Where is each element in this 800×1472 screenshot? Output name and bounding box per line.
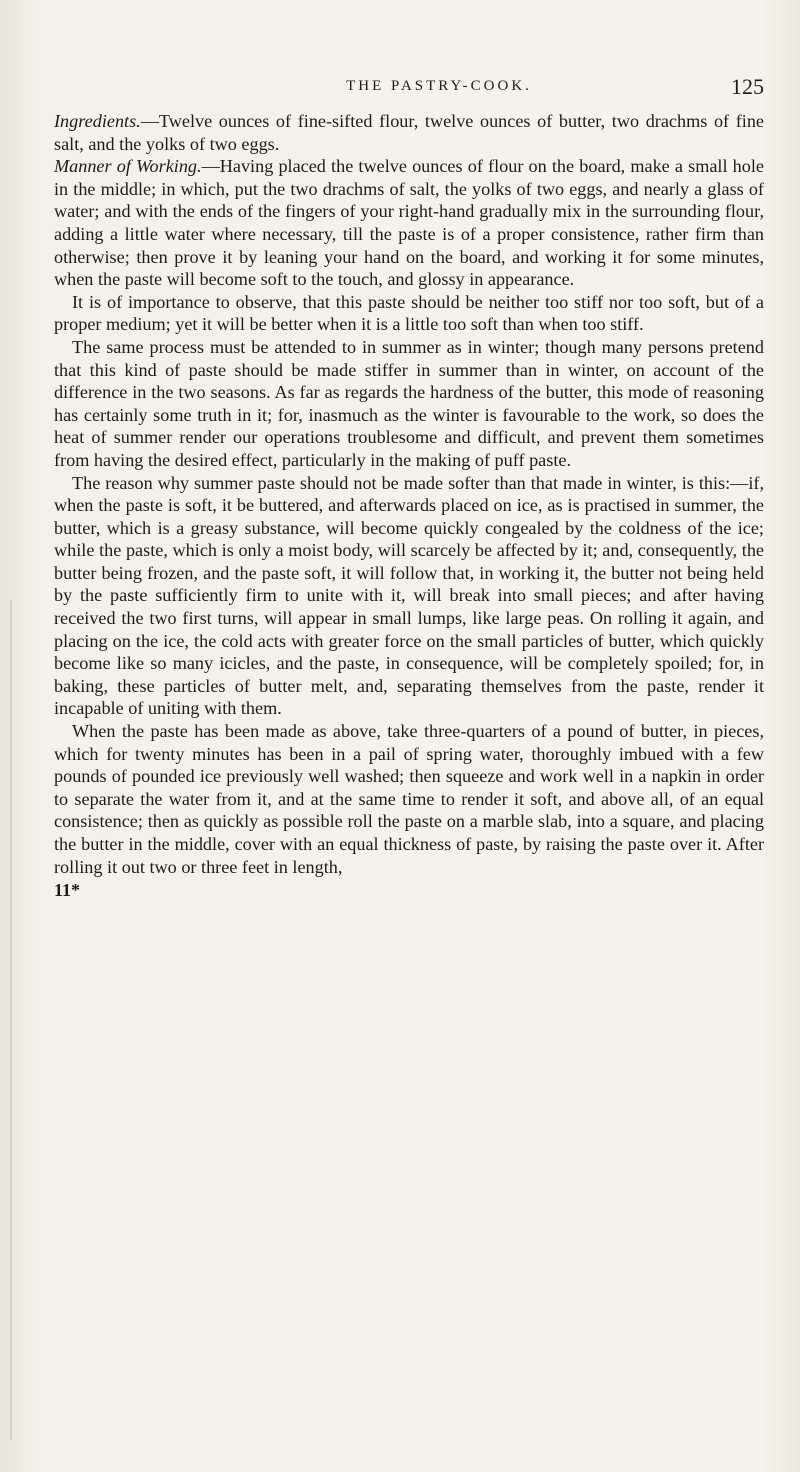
- paragraph: [54, 336, 764, 472]
- signature-mark: 11*: [54, 880, 81, 900]
- page-gutter-shadow: [10, 600, 12, 1440]
- page-number: 125: [731, 74, 764, 99]
- paragraph: [54, 472, 764, 721]
- page-header: [54, 74, 764, 108]
- run-in-heading: Manner of Working.: [54, 156, 202, 177]
- paragraph-ingredients: [54, 110, 764, 155]
- paragraph-text: The reason why summer paste should not be made softer than that made in winter, is this:—if, when the paste is soft, it be buttered, and afterwards placed on ice, as is practised in summer, the butter, which is a greasy substance, will become quickly congealed by the coldness of the ice; while the paste, which is only a moist body, will scarcely be affected by it; and, consequently, the butter being frozen, and the paste soft, it will follow that, in working it, the butter not being held by the paste sufficiently firm to unite with it, will break into small pieces; and after having received the two first turns, will appear in small lumps, like large peas. On rolling it again, and placing on the ice, the cold acts with greater force on the small particles of butter, which quickly become like so many icicles, and the paste, in consequence, will be completely spoiled; for, in baking, these particles of butter melt, and, separating themselves from the paste, render it incapable of uniting with them.: [54, 472, 764, 719]
- paragraph-text: It is of importance to observe, that this paste should be neither too stiff nor too soft, but of a proper medium; yet it will be better when it is a little too soft than when too stiff.: [54, 291, 764, 335]
- paragraph-manner-of-working: [54, 155, 764, 291]
- paragraph-text: —Having placed the twelve ounces of flour on the board, make a small hole in the middle; in which, put the two drachms of salt, the yolks of two eggs, and nearly a glass of water; and with the ends of the fingers of your right-hand gradually mix in the surrounding flour, adding a little water where necessary, till the paste is of a proper consistence, rather firm than otherwise; then prove it by leaning your hand on the board, and working it for some minutes, when the paste will become soft to the touch, and glossy in appearance.: [54, 156, 764, 290]
- paragraph-text: The same process must be attended to in summer as in winter; though many persons pretend that this kind of paste should be made stiffer in summer than in winter, on account of the difference in the two seasons. As far as regards the hardness of the butter, this mode of reasoning has certainly some truth in it; for, inasmuch as the winter is favourable to the work, so does the heat of summer render our operations troublesome and difficult, and prevent them sometimes from having the desired effect, particularly in the making of puff paste.: [54, 336, 764, 470]
- paragraph-text: When the paste has been made as above, take three-quarters of a pound of butter, in pieces, which for twenty minutes has been in a pail of spring water, thoroughly imbued with a few pounds of pounded ice previously well washed; then squeeze and work well in a napkin in order to separate the water from it, and at the same time to render it soft, and above all, of an equal consistence; then as quickly as possible roll the paste on a marble slab, into a square, and placing the butter in the middle, cover with an equal thickness of paste, by raising the paste over it. After rolling it out two or three feet in length,: [54, 721, 764, 877]
- paragraph-text: —Twelve ounces of fine-sifted flour, twelve ounces of butter, two drachms of fine salt, and the yolks of two eggs.: [54, 111, 764, 154]
- text-body: [54, 110, 764, 878]
- paragraph: [54, 291, 764, 336]
- running-head: THE PASTRY-COOK.: [346, 78, 532, 94]
- paragraph: [54, 720, 764, 878]
- run-in-heading: Ingredients.: [54, 111, 141, 131]
